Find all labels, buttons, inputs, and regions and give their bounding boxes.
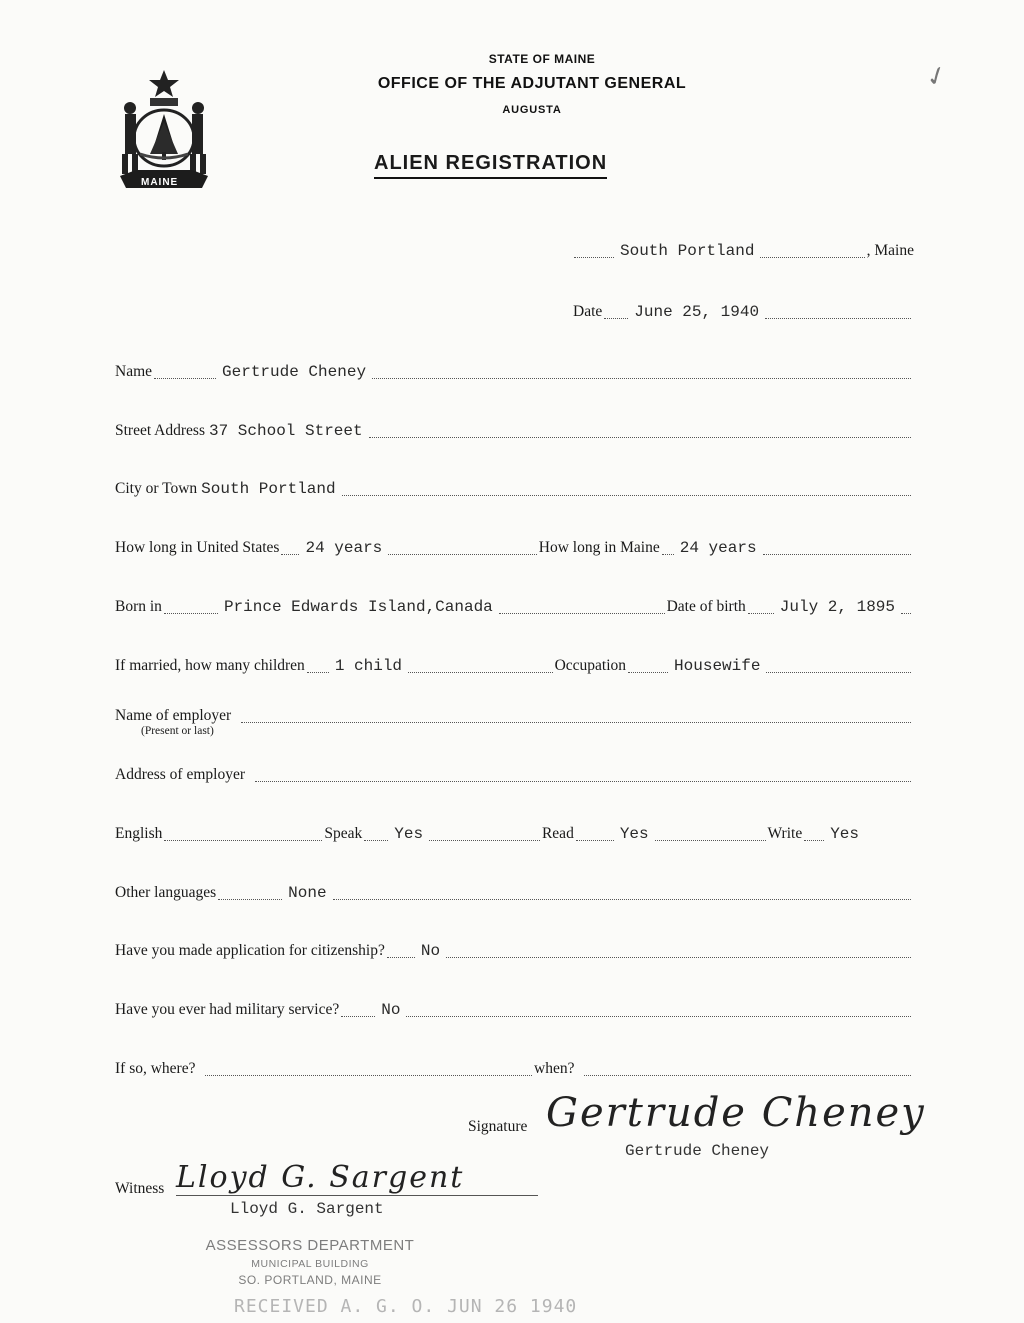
occupation-label: Occupation [554,657,627,674]
witness-row [115,1180,164,1198]
city-label: City or Town [115,480,198,497]
where-row [115,1060,913,1078]
employer-sublabel: (Present or last) [141,725,214,737]
read-label: Read [541,825,574,842]
signature-row [468,1118,527,1136]
signature-typed: Gertrude Cheney [625,1142,770,1160]
children-value[interactable]: 1 child [334,657,403,675]
stamp-line-3: SO. PORTLAND, MAINE [238,1273,382,1287]
children-row [115,657,913,675]
street-row [115,422,913,440]
citizenship-value[interactable]: No [420,942,441,960]
dob-value[interactable]: July 2, 1895 [779,598,895,616]
us-duration-label: How long in United States [115,539,280,556]
header-city: AUGUSTA [502,104,562,116]
employer-row [115,707,913,725]
witness-typed: Lloyd G. Sargent [230,1200,384,1218]
birth-row [115,598,913,616]
write-label: Write [767,825,803,842]
location-value[interactable]: South Portland [620,242,755,260]
employer-address-label: Address of employer [115,766,245,783]
date-label: Date [573,303,603,320]
seal-banner-text: MAINE [141,177,179,188]
born-value[interactable]: Prince Edwards Island,Canada [223,598,493,616]
stamp-line-2: MUNICIPAL BUILDING [251,1258,369,1270]
employer-address-row [115,766,913,784]
us-duration-value[interactable]: 24 years [305,539,383,557]
dob-label: Date of birth [666,598,746,615]
date-row [573,303,913,321]
header-state: STATE OF MAINE [488,52,596,66]
city-value[interactable]: South Portland [201,480,336,498]
form-title: ALIEN REGISTRATION [374,152,607,179]
employer-label: Name of employer [115,707,232,724]
name-label: Name [115,363,153,380]
other-languages-row [115,884,913,902]
citizenship-label: Have you made application for citizenship? [115,942,385,959]
witness-line [176,1195,538,1196]
stamp-line-1: ASSESSORS DEPARTMENT [205,1237,415,1254]
witness-handwritten[interactable]: Lloyd G. Sargent [176,1160,465,1195]
street-label: Street Address [115,422,205,439]
signature-handwritten[interactable]: Gertrude Cheney [546,1090,926,1136]
where-label: If so, where? [115,1060,196,1077]
write-value[interactable]: Yes [830,825,860,843]
location-row [572,242,914,260]
check-mark: ✓ [921,59,953,95]
street-value[interactable]: 37 School Street [208,422,363,440]
children-label: If married, how many children [115,657,305,674]
date-value[interactable]: June 25, 1940 [634,303,760,321]
occupation-value[interactable]: Housewife [674,657,761,675]
city-row [115,480,913,498]
military-row [115,1001,913,1019]
header-office: OFFICE OF THE ADJUTANT GENERAL [377,75,687,92]
born-label: Born in [115,598,162,615]
other-languages-label: Other languages [115,884,217,901]
military-value[interactable]: No [381,1001,401,1019]
when-label: when? [534,1060,575,1077]
name-row [115,363,913,381]
english-label: English [115,825,163,842]
maine-duration-label: How long in Maine [538,539,660,556]
signature-label: Signature [468,1118,528,1135]
read-value[interactable]: Yes [619,825,649,843]
military-label: Have you ever had military service? [115,1001,340,1018]
citizenship-row [115,942,913,960]
witness-label: Witness [115,1180,165,1197]
location-suffix: , Maine [866,242,914,259]
received-stamp: RECEIVED A. G. O. JUN 26 1940 [234,1296,578,1317]
speak-label: Speak [324,825,363,842]
maine-duration-value[interactable]: 24 years [679,539,757,557]
other-languages-value[interactable]: None [288,884,327,902]
english-row [115,825,863,843]
name-value[interactable]: Gertrude Cheney [222,363,367,381]
duration-row [115,539,913,557]
speak-value[interactable]: Yes [394,825,424,843]
